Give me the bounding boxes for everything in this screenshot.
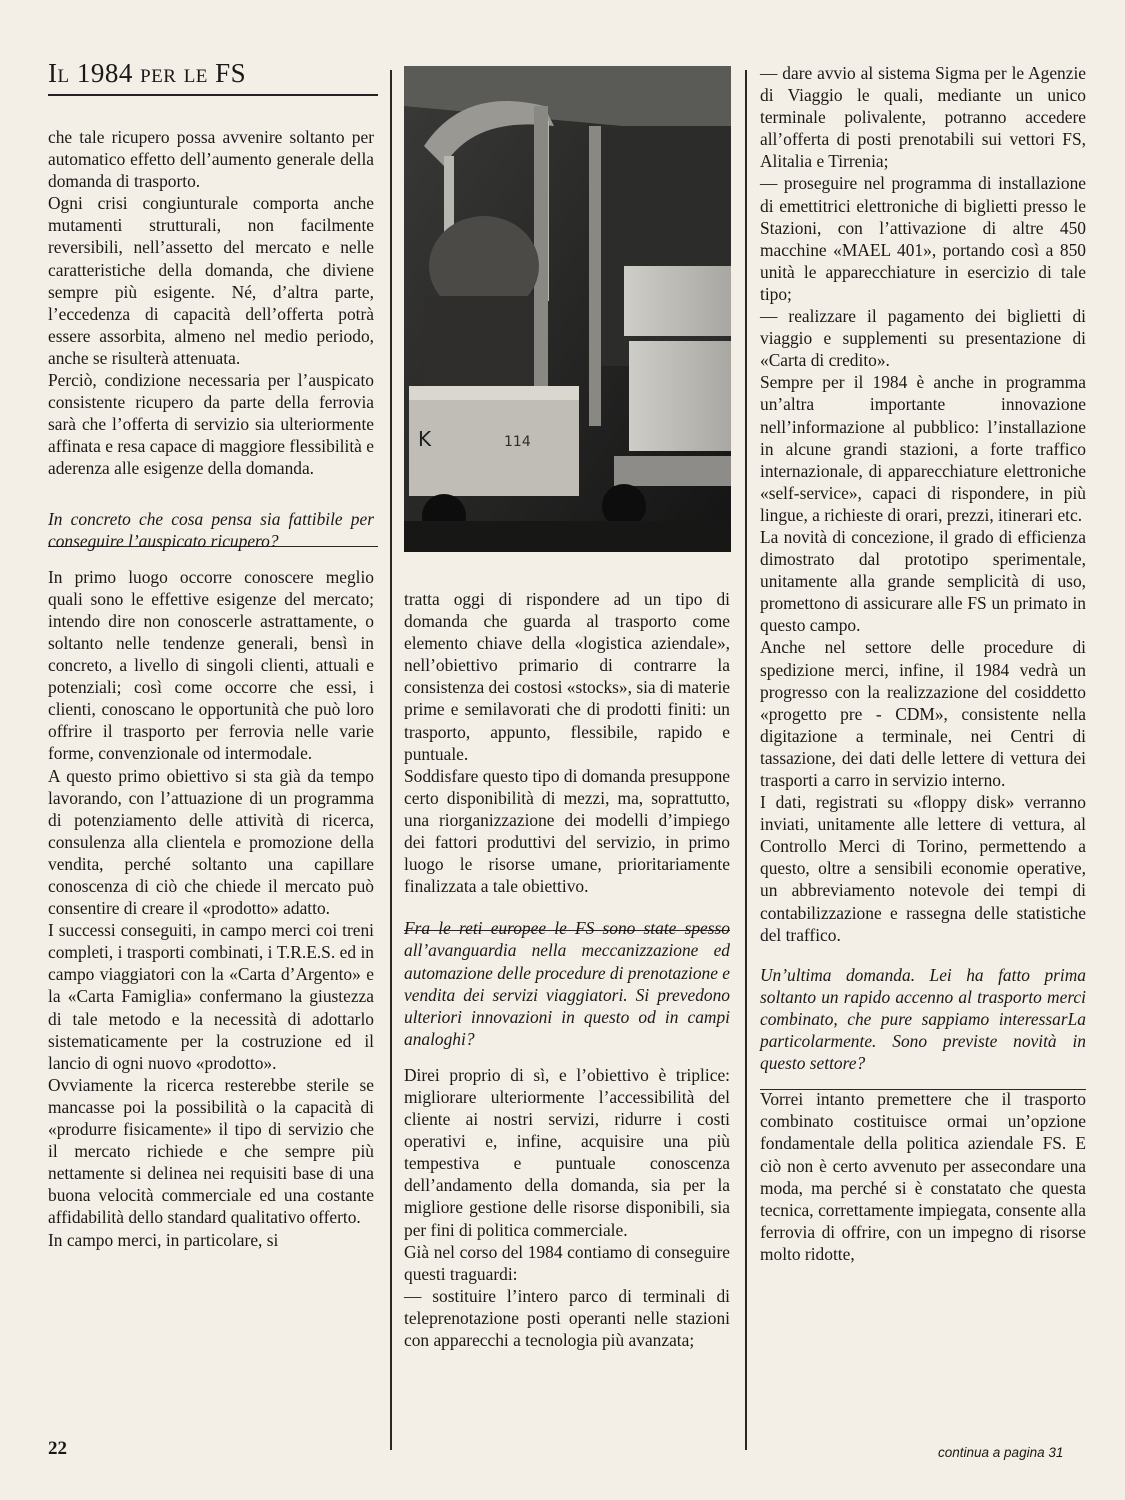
interview-question: Un’ultima domanda. Lei ha fatto prima soltanto un rapido accenno al trasporto merci combinato, che pure sappiamo interessarLa particolarmente. Sono previste novità in questo settore? bbox=[760, 964, 1086, 1074]
section-header bbox=[48, 58, 378, 96]
paragraph: — sostituire l’intero parco di terminali di teleprenotazione posti operanti nelle stazioni con apparecchi a tecnologia più avanzata; bbox=[404, 1285, 730, 1350]
column-rule-left bbox=[390, 70, 392, 1450]
paragraph: Vorrei intanto premettere che il trasporto combinato costituisce ormai un’opzione fondamentale della politica aziendale FS. E ciò non è certo avvenuto per assecondare una moda, ma perché si è constatato che questa tecnica, correttamente impiegata, consente alla ferrovia di offrire, con un impegno di risorse molto ridotte, bbox=[760, 1089, 1086, 1264]
paragraph: — proseguire nel programma di installazione di emettitrici elettroniche di biglietti presso le Stazioni, con l’attivazione di altre 450 macchine «MAEL 401», portando così a 850 unità le apparecchiature in esercizio di tale tipo; bbox=[760, 173, 1086, 304]
paragraph: I successi conseguiti, in campo merci coi treni completi, i trasporti combinati, i T.R.E.S. ed in campo viaggiatori con la «Carta d’Argento» e la «Carta Famiglia» confermano la giustezza di tale metodo e la necessità di adottarlo sistematicamente per la costruzione ed il lancio di ogni nuovo «prodotto». bbox=[48, 920, 374, 1073]
paragraph: A questo primo obiettivo si sta già da tempo lavorando, con l’attuazione di un programma di potenziamento delle attività di ricerca, consulenza alla clientela e promozione della vendita, perché soltanto una capillare conoscenza di ciò che chiede il mercato può consentire di creare il «prodotto» adatto. bbox=[48, 765, 374, 919]
interview-question: In concreto che cosa pensa sia fattibile per conseguire l’auspicato ricupero? bbox=[48, 508, 374, 551]
paragraph: I dati, registrati su «floppy disk» verranno inviati, unitamente alle lettere di vettura, al Controllo Merci di Torino, permettendo a questo, oltre a sensibili economie operative, un abbreviamento notevole dei tempi di contabilizzazione e rassegna delle statistiche del traffico. bbox=[760, 792, 1086, 945]
page-number: 22 bbox=[48, 1438, 67, 1459]
paragraph: Sempre per il 1984 è anche in programma un’altra importante innovazione nell’informazione al pubblico: l’installazione in alcune grandi stazioni, a forte traffico internazionale, di apparecchiature elettroniche «self-service», capaci di rispondere, in più lingue, a richieste di orari, prezzi, itinerari etc. bbox=[760, 372, 1086, 525]
paragraph: In primo luogo occorre conoscere meglio quali sono le effettive esigenze del mercato; intendo dire non conoscerle astrattamente, o soltanto nelle tendenze generali, bensì in concreto, a livello di singoli clienti, attuali e potenziali; così come occorre che essi, i clienti, conoscano le opportunità che può loro offrire il trasporto per ferrovia nelle varie forme, convenzionale od intermodale. bbox=[48, 566, 374, 764]
column-2 bbox=[404, 588, 730, 1351]
paragraph: — realizzare il pagamento dei biglietti di viaggio e supplementi su presentazione di «Carta di credito». bbox=[760, 306, 1086, 371]
paragraph: tratta oggi di rispondere ad un tipo di domanda che guarda al trasporto come elemento chiave della «logistica aziendale», nell’obiettivo primario di contrarre la consistenza dei costosi «stocks», sia di materie prime e semilavorati che di prodotti finiti: un trasporto, appunto, flessibile, rapido e puntuale. bbox=[404, 589, 730, 764]
paragraph: In campo merci, in particolare, si bbox=[48, 1229, 279, 1250]
paragraph: Direi proprio di sì, e l’obiettivo è triplice: migliorare ulteriormente l’accessibilità del cliente ai nostri servizi, ridurre i costi operativi e, infine, acquisire una più tempestiva e puntuale conoscenza dell’andamento della domanda, sia per la migliore gestione delle risorse disponibili, sia per fini di politica commerciale. bbox=[404, 1064, 730, 1240]
paragraph: Perciò, condizione necessaria per l’auspicato consistente ricupero da parte della ferrovia sarà che l’offerta di servizio sia ulteriormente affinata e resa capace di maggiore flessibilità e aderenza alle esigenze della domanda. bbox=[48, 370, 374, 479]
paragraph: Anche nel settore delle procedure di spedizione merci, infine, il 1984 vedrà un progresso con la realizzazione del cosiddetto «progetto pre - CDM», consistente nella digitazione a terminale, nei Centri di tassazione, dei dati delle lettere di vettura dei trasporti a carro in servizio interno. bbox=[760, 637, 1086, 790]
paragraph: Ogni crisi congiunturale comporta anche mutamenti strutturali, non facilmente reversibili, nell’assetto del mercato e nelle caratteristiche della domanda, che diviene sempre più esigente. Né, d’altra parte, l’eccedenza di capacità dell’offerta potrà essere assorbita, almeno nel medio periodo, anche se risulterà attenuata. bbox=[48, 193, 374, 368]
forklift-label-k: K bbox=[418, 427, 432, 451]
forklift-photo bbox=[404, 66, 731, 552]
section-title: Il 1984 per le FS bbox=[48, 58, 247, 88]
column-3 bbox=[760, 62, 1086, 1265]
paragraph: Già nel corso del 1984 contiamo di conseguire questi traguardi: bbox=[404, 1241, 730, 1284]
paragraph: Ovviamente la ricerca resterebbe sterile se mancasse poi la possibilità o la capacità di «produrre fisicamente» il tipo di servizio che il mercato richiede e che sempre più nettamente si delinea nei requisiti base di una buona velocità commerciale ed una costante affidabilità dello standard qualitativo offerto. bbox=[48, 1074, 374, 1228]
forklift-label-side: 114 bbox=[504, 434, 531, 450]
paragraph: Soddisfare questo tipo di domanda presuppone certo disponibilità di mezzi, ma, soprattutto, una riorganizzazione dei modelli d’impiego dei fattori produttivi del servizio, in primo luogo le risorse umane, prioritariamente finalizzata a tale obiettivo. bbox=[404, 765, 731, 897]
interview-question: Fra le reti europee le FS sono state spesso all’avanguardia nella meccanizzazione ed automazione delle procedure di prenotazione e vendita dei servizi viaggiatori. Si prevedono ulteriori innovazioni in questo od in campi analoghi? bbox=[404, 918, 731, 1049]
forklift-illustration bbox=[404, 66, 731, 552]
paragraph: che tale ricupero possa avvenire soltanto per automatico effetto dell’aumento generale della domanda di trasporto. bbox=[48, 127, 374, 192]
column-1 bbox=[48, 126, 374, 1251]
continuation-note: continua a pagina 31 bbox=[938, 1445, 1064, 1460]
column-rule-right bbox=[745, 70, 747, 1450]
paragraph: — dare avvio al sistema Sigma per le Agenzie di Viaggio le quali, mediante un unico terminale polivalente, potranno accedere all’offerta di posti prenotabili sui vettori FS, Alitalia e Tirrenia; bbox=[760, 63, 1086, 172]
paragraph: La novità di concezione, il grado di efficienza dimostrato dal prototipo sperimentale, unitamente alla grande semplicità di uso, promettono di assicurare alle FS un primato in questo campo. bbox=[760, 526, 1086, 636]
